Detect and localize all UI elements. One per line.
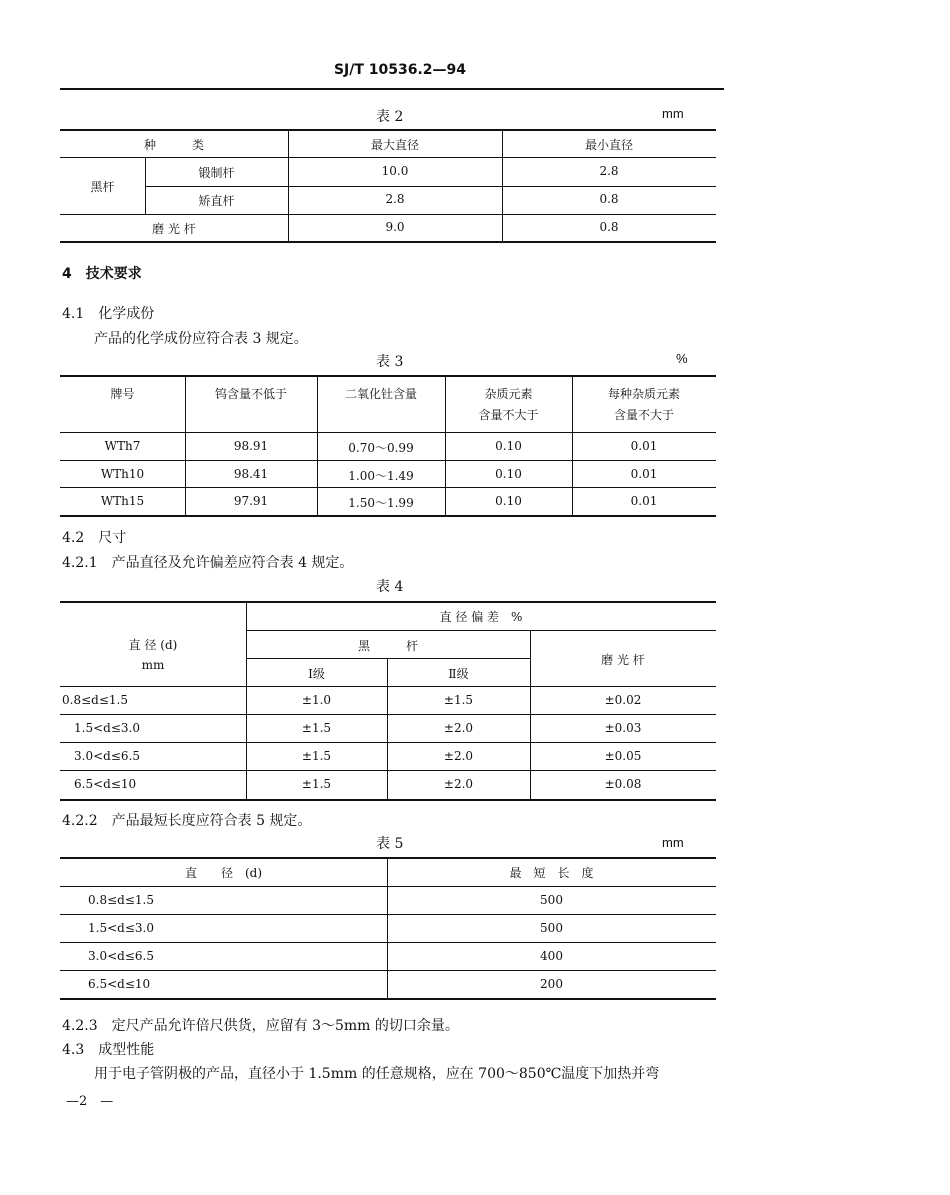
table2-row-max: 2.8	[385, 192, 405, 206]
table5-header-min-length: 最 短 长 度	[509, 866, 594, 880]
table2-row-type: 磨 光 杆	[152, 222, 196, 236]
table2-row-min: 0.8	[599, 220, 619, 234]
table-cell: 0.70～0.99	[348, 441, 414, 455]
table-cell: 500	[540, 921, 563, 935]
table5-header-diameter: 直 径 (d)	[184, 866, 263, 880]
table-cell: 6.5<d≤10	[74, 777, 137, 791]
table2-row-type: 矫直杆	[198, 194, 235, 208]
section-4-3-text: 用于电子管阴极的产品，直径小于 1.5mm 的任意规格，应在 700～850℃温度下加热并弯	[94, 1066, 660, 1082]
section-4-1-title: 4.1 化学成份	[62, 306, 155, 322]
section-4-2-3-text: 4.2.3 定尺产品允许倍尺供货，应留有 3～5mm 的切口余量。	[62, 1018, 459, 1034]
table-cell: 98.91	[233, 439, 269, 453]
table-cell: WTh10	[100, 467, 145, 481]
table2-header-max: 最大直径	[370, 138, 419, 152]
table3-header-impurity-sub: 含量不大于	[478, 408, 539, 422]
section-4-3-title: 4.3 成型性能	[62, 1042, 155, 1058]
table-cell: 0.10	[495, 439, 522, 453]
section-4-2-title: 4.2 尺寸	[62, 530, 127, 546]
table2-row-min: 0.8	[599, 192, 619, 206]
table2-row-type: 锻制杆	[198, 166, 235, 180]
section-4-2-1-text: 4.2.1 产品直径及允许偏差应符合表 4 规定。	[62, 555, 354, 571]
table4-header-diameter: 直 径 (d)	[128, 638, 178, 652]
table2-header-type: 种 类	[143, 138, 204, 152]
table3-header-grade: 牌号	[110, 387, 135, 401]
table-cell: 1.50～1.99	[348, 496, 414, 510]
table-cell: ±1.5	[301, 777, 332, 791]
table4-header-diameter-unit: mm	[141, 658, 165, 672]
table-cell: ±0.03	[604, 721, 642, 735]
table2-caption: 表 2	[376, 109, 404, 125]
table-cell: ±1.5	[301, 749, 332, 763]
table-cell: ±0.05	[604, 749, 642, 763]
table-cell: 97.91	[233, 494, 269, 508]
table-cell: 0.8≤d≤1.5	[88, 893, 154, 907]
table4-header-polished: 磨 光 杆	[601, 653, 645, 667]
table-cell: 98.41	[233, 467, 269, 481]
table-cell: 0.8≤d≤1.5	[62, 693, 128, 707]
table-cell: 0.01	[630, 494, 658, 508]
table2-group-label: 黑杆	[90, 180, 115, 194]
section-4-title: 4 技术要求	[62, 266, 142, 282]
table-cell: ±1.5	[443, 693, 474, 707]
table-cell: 500	[540, 893, 563, 907]
table-cell: ±1.5	[301, 721, 332, 735]
table2-row-max: 10.0	[381, 164, 409, 178]
table-cell: WTh7	[104, 439, 141, 453]
table3-header-tungsten: 钨含量不低于	[214, 387, 287, 401]
table2-header-min: 最小直径	[584, 138, 633, 152]
table-cell: 3.0<d≤6.5	[74, 749, 140, 763]
table-cell: 0.01	[630, 467, 658, 481]
table4-caption: 表 4	[376, 579, 404, 595]
table-cell: ±2.0	[443, 721, 474, 735]
table-cell: 1.5<d≤3.0	[88, 921, 154, 935]
section-4-2-2-text: 4.2.2 产品最短长度应符合表 5 规定。	[62, 813, 312, 829]
table3-header-impurity: 杂质元素	[484, 387, 533, 401]
table-cell: 200	[540, 977, 563, 991]
table3-header-each-impurity-sub: 含量不大于	[613, 408, 674, 422]
table-cell: WTh15	[100, 494, 145, 508]
table-cell: 1.5<d≤3.0	[74, 721, 140, 735]
table4-header-deviation: 直 径 偏 差 %	[439, 610, 523, 624]
document-code: SJ/T 10536.2—94	[333, 62, 467, 78]
table-cell: ±1.0	[301, 693, 332, 707]
table4-header-grade1: Ⅰ级	[308, 667, 325, 681]
table-cell: 3.0<d≤6.5	[88, 949, 154, 963]
table4-header-grade2: Ⅱ级	[448, 667, 469, 681]
table-cell: 6.5<d≤10	[88, 977, 151, 991]
table-cell: 0.10	[495, 494, 522, 508]
header-rule	[60, 88, 724, 90]
table3-header-each-impurity: 每种杂质元素	[607, 387, 680, 401]
table-cell: ±2.0	[443, 749, 474, 763]
table5-unit: mm	[662, 835, 684, 850]
page-number: —2 —	[66, 1094, 114, 1109]
table-cell: 0.10	[495, 467, 522, 481]
table-cell: 1.00～1.49	[348, 469, 414, 483]
table2-unit: mm	[662, 106, 684, 121]
section-4-1-text: 产品的化学成份应符合表 3 规定。	[94, 331, 308, 347]
table3-unit: %	[676, 351, 688, 366]
table3-caption: 表 3	[376, 354, 404, 370]
table-cell: 0.01	[630, 439, 658, 453]
table2-row-min: 2.8	[599, 164, 619, 178]
table-cell: 400	[540, 949, 563, 963]
table5-caption: 表 5	[376, 836, 404, 852]
table2-row-max: 9.0	[385, 220, 405, 234]
table4-header-black: 黑 杆	[357, 639, 418, 653]
table3-header-thoria: 二氧化钍含量	[344, 387, 417, 401]
table-cell: ±0.02	[604, 693, 642, 707]
table-cell: ±0.08	[604, 777, 642, 791]
table-cell: ±2.0	[443, 777, 474, 791]
